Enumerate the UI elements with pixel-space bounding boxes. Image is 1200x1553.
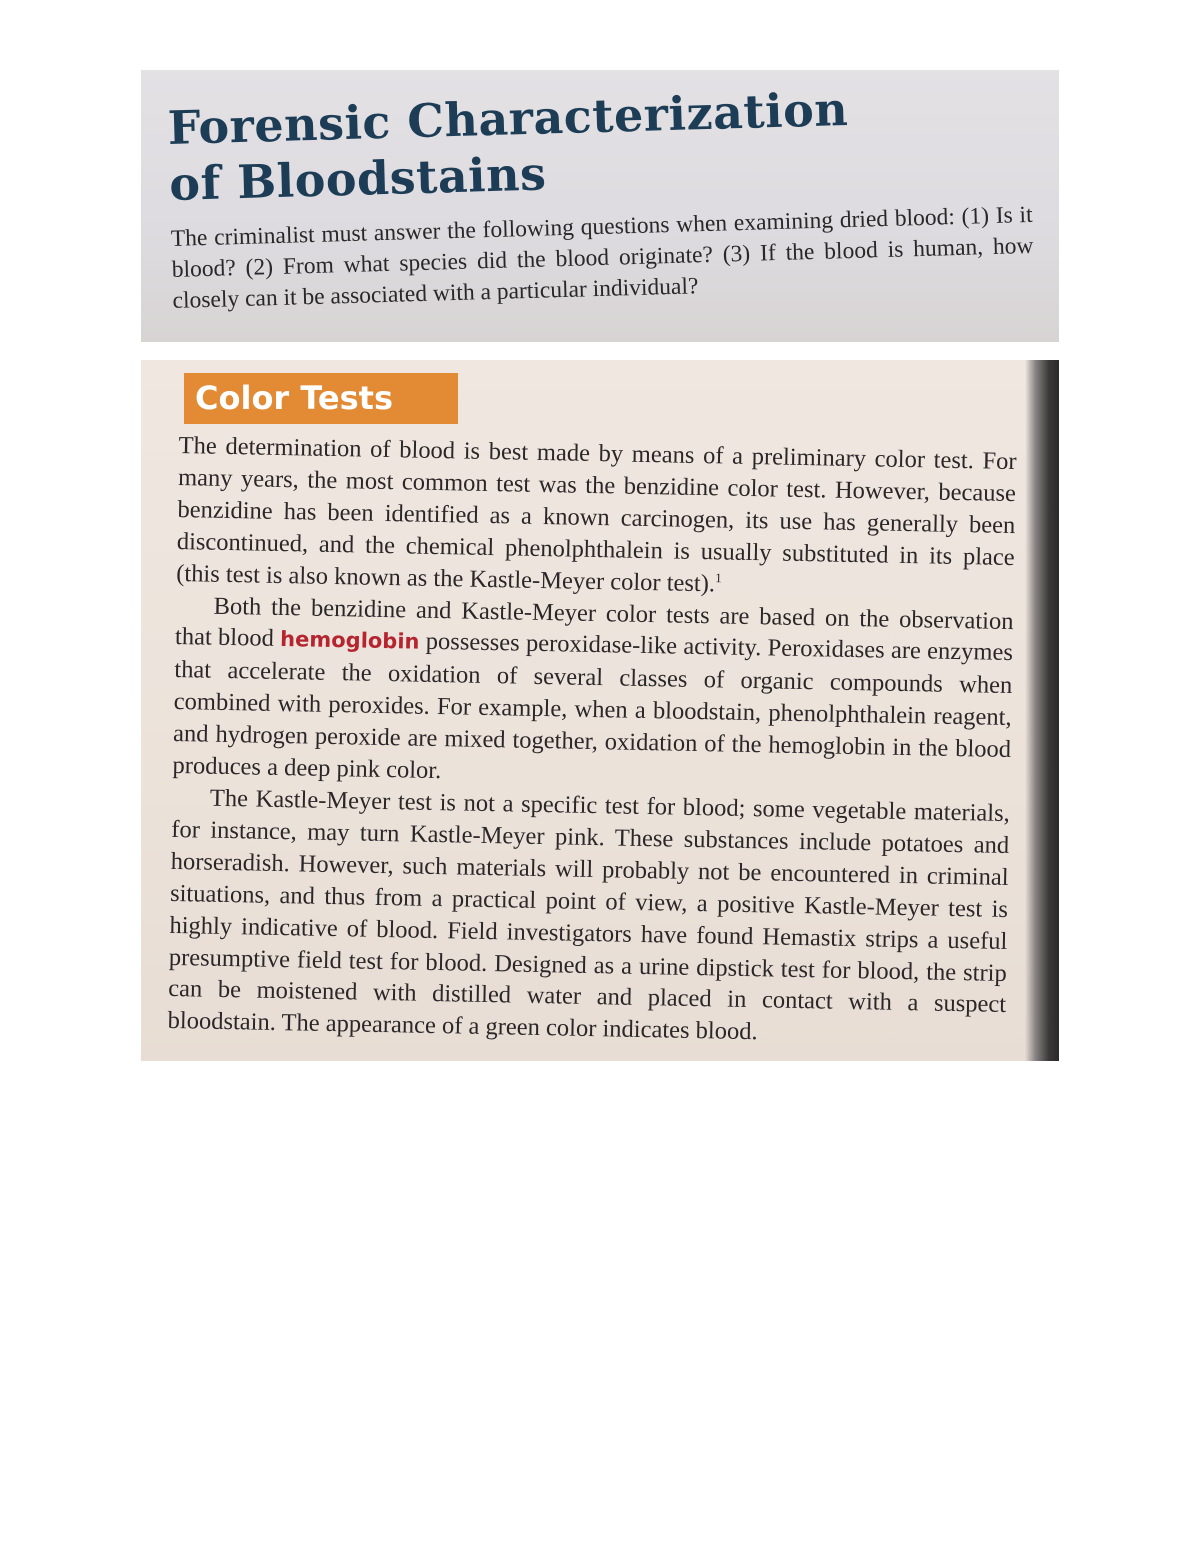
book-page-edge <box>1025 360 1059 1061</box>
section-body <box>167 430 1017 1053</box>
title-block <box>167 76 1043 317</box>
content-photo-panel <box>141 360 1059 1061</box>
page-title <box>167 76 1040 212</box>
paragraph-2 <box>172 590 1014 798</box>
paragraph-2-text-after: possesses peroxidase-like activity. Peroxidases are enzymes that accelerate the oxidation of several classes of organic compounds when combined with peroxides. For example, when a bloodstain, phenolphthalein reagent, and hydrogen peroxide are mixed together, oxidation of the hemoglobin in the blood produces a deep pink color. <box>172 628 1014 785</box>
page-title-line2: of Bloodstains <box>168 146 548 211</box>
title-photo-panel <box>141 70 1059 342</box>
page-title-line1: Forensic Characterization <box>167 81 849 155</box>
paragraph-1 <box>176 430 1017 606</box>
key-term-hemoglobin: hemoglobin <box>279 627 420 655</box>
footnote-marker: 1 <box>715 569 722 585</box>
paragraph-2-text-before: Both the benzidine and Kastle-Meyer color tests are based on the observation that blood <box>174 592 1014 653</box>
paragraph-1-text: The determination of blood is best made by means of a preliminary color test. For many years, the most common test was the benzidine color test. However, because benzidine has been identified as a known carcinogen, its use has generally been discontinued, and the chemical phenolphthalein is usually substituted in its place (this test is also known as the Kastle-Meyer color test). <box>175 431 1017 597</box>
section-heading: Color Tests <box>184 373 458 424</box>
intro-paragraph: The criminalist must answer the following questions when examining dried blood: (1) Is it blood? (2) From what species did the blood originate? (3) If the blood is human, how closely can it be associated with a particular individual? <box>170 201 1034 314</box>
paragraph-3: The Kastle-Meyer test is not a specific test for blood; some vegetable materials, for instance, may turn Kastle-Meyer pink. These substances include potatoes and horseradish. However, such materials will probably not be encountered in criminal situations, and thus from a practical point of view, a positive Kastle-Meyer test is highly indicative of blood. Field investigators have found Hemastix strips a useful presumptive field test for blood. Designed as a urine dipstick test for blood, the strip can be moistened with distilled water and placed in contact with a suspect bloodstain. The appearance of a green color indicates blood. <box>167 784 1011 1046</box>
